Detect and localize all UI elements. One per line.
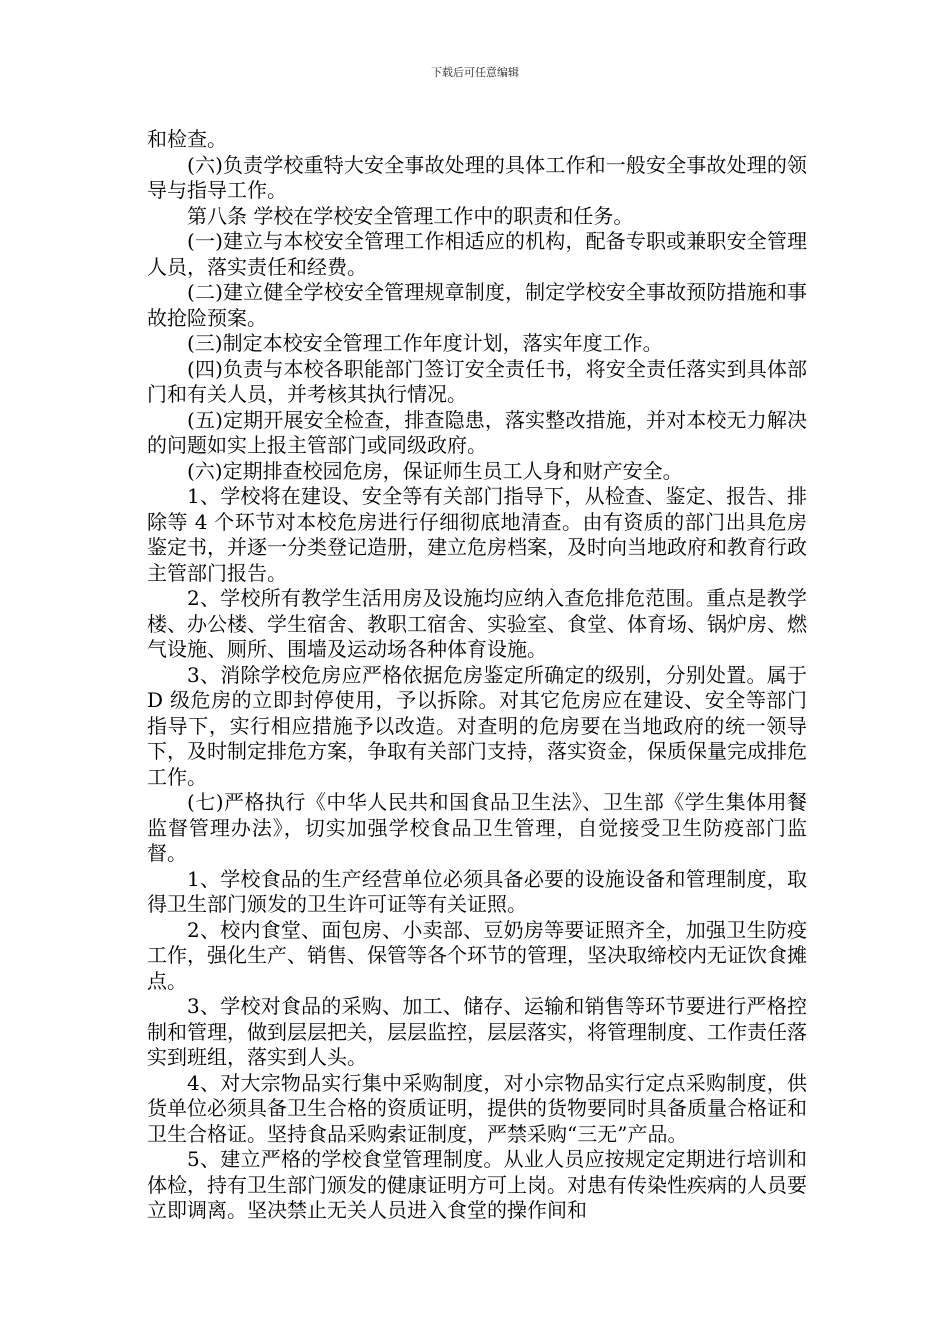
paragraph: (五)定期开展安全检查，排查隐患，落实整改措施，并对本校无力解决的问题如实上报主管部门或同级政府。 (147, 407, 807, 457)
page-header: 下载后可任意编辑 (431, 66, 519, 79)
paragraph: 2、学校所有教学生活用房及设施均应纳入查危排危范围。重点是教学楼、办公楼、学生宿舍、教职工宿舍、实验室、食堂、体育场、锅炉房、燃气设施、厕所、围墙及运动场各种体育设施。 (147, 586, 807, 661)
document-body (147, 127, 807, 1224)
paragraph: 3、学校对食品的采购、加工、储存、运输和销售等环节要进行严格控制和管理，做到层层把关，层层监控，层层落实，将管理制度、工作责任落实到班组，落实到人头。 (147, 994, 807, 1069)
paragraph: (六)负责学校重特大安全事故处理的具体工作和一般安全事故处理的领导与指导工作。 (147, 152, 807, 202)
paragraph: (七)严格执行《中华人民共和国食品卫生法》、卫生部《学生集体用餐监督管理办法》，切实加强学校食品卫生管理，自觉接受卫生防疫部门监督。 (147, 790, 807, 865)
paragraph: (六)定期排查校园危房，保证师生员工人身和财产安全。 (187, 458, 683, 483)
paragraph: (二)建立健全学校安全管理规章制度，制定学校安全事故预防措施和事故抢险预案。 (147, 280, 807, 330)
paragraph: (四)负责与本校各职能部门签订安全责任书，将安全责任落实到具体部门和有关人员，并考核其执行情况。 (147, 356, 807, 406)
paragraph: 1、学校将在建设、安全等有关部门指导下，从检查、鉴定、报告、排除等 4 个环节对本校危房进行仔细彻底地清查。由有资质的部门出具危房鉴定书，并逐一分类登记造册，建立危房档案，及时向当地政府和教育行政主管部门报告。 (147, 484, 807, 585)
paragraph: 3、消除学校危房应严格依据危房鉴定所确定的级别，分别处置。属于 D 级危房的立即封停使用，予以拆除。对其它危房应在建设、安全等部门指导下，实行相应措施予以改造。对查明的危房要在当地政府的统一领导下，及时制定排危方案，争取有关部门支持，落实资金，保质保量完成排危工作。 (147, 662, 807, 789)
paragraph: (一)建立与本校安全管理工作相适应的机构，配备专职或兼职安全管理人员，落实责任和经费。 (147, 229, 807, 279)
paragraph: 4、对大宗物品实行集中采购制度，对小宗物品实行定点采购制度，供货单位必须具备卫生合格的资质证明，提供的货物要同时具备质量合格证和卫生合格证。坚持食品采购索证制度，严禁采购“三无”产品。 (147, 1070, 807, 1146)
paragraph: 1、学校食品的生产经营单位必须具备必要的设施设备和管理制度，取得卫生部门颁发的卫生许可证等有关证照。 (147, 866, 807, 916)
paragraph-continuation: 和检查。 (147, 127, 227, 151)
paragraph: 5、建立严格的学校食堂管理制度。从业人员应按规定定期进行培训和体检，持有卫生部门颁发的健康证明方可上岗。对患有传染性疾病的人员要立即调离。坚决禁止无关人员进入食堂的操作间和 (147, 1147, 807, 1222)
paragraph: 2、校内食堂、面包房、小卖部、豆奶房等要证照齐全，加强卫生防疫工作，强化生产、销售、保管等各个环节的管理，坚决取缔校内无证饮食摊点。 (147, 917, 807, 993)
paragraph: (三)制定本校安全管理工作年度计划，落实年度工作。 (187, 331, 663, 355)
article-heading: 第八条 学校在学校安全管理工作中的职责和任务。 (187, 203, 634, 228)
